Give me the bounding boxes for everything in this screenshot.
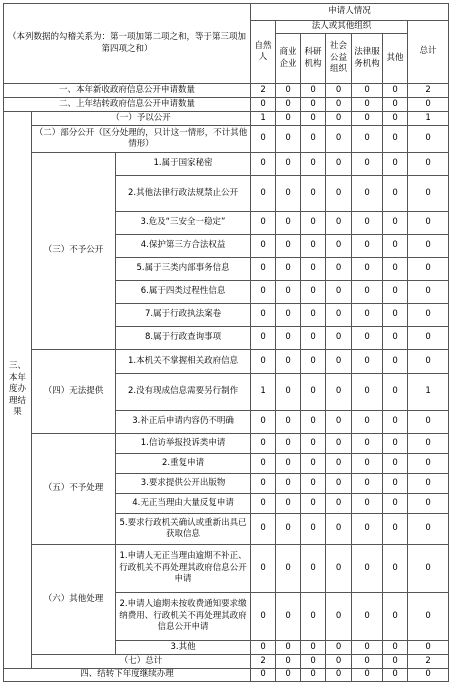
item-label: 2.其他法律行政法规禁止公开 xyxy=(116,176,251,212)
value-cell: 0 xyxy=(301,98,326,112)
value-cell: 0 xyxy=(326,304,352,327)
value-cell: 0 xyxy=(408,669,449,682)
value-cell: 0 xyxy=(383,153,408,176)
row-label: 一、本年新收政府信息公开申请数量 xyxy=(4,84,251,98)
value-cell: 0 xyxy=(383,411,408,434)
header-note: （本列数据的勾稽关系为：第一项加第二项之和，等于第三项加第四项之和） xyxy=(4,4,251,84)
value-cell: 0 xyxy=(251,281,276,304)
value-cell: 0 xyxy=(383,374,408,411)
value-cell: 0 xyxy=(383,350,408,374)
value-cell: 0 xyxy=(352,153,383,176)
row-carry-forward xyxy=(4,669,449,682)
value-cell: 0 xyxy=(408,281,449,304)
value-cell: 0 xyxy=(301,176,326,212)
value-cell: 0 xyxy=(276,212,301,235)
value-cell: 0 xyxy=(352,411,383,434)
value-cell: 0 xyxy=(326,434,352,454)
value-cell: 0 xyxy=(326,176,352,212)
value-cell: 0 xyxy=(301,327,326,350)
value-cell: 0 xyxy=(326,514,352,545)
value-cell: 0 xyxy=(251,545,276,593)
value-cell: 0 xyxy=(251,434,276,454)
value-cell: 0 xyxy=(408,411,449,434)
row-label: （一）予以公开 xyxy=(32,112,251,126)
row-label: （七）总计 xyxy=(32,655,251,669)
value-cell: 0 xyxy=(352,176,383,212)
value-cell: 0 xyxy=(301,494,326,514)
value-cell: 0 xyxy=(408,258,449,281)
value-cell: 0 xyxy=(408,593,449,641)
value-cell: 0 xyxy=(301,593,326,641)
value-cell: 0 xyxy=(251,641,276,655)
value-cell: 0 xyxy=(352,84,383,98)
value-cell: 0 xyxy=(301,212,326,235)
col-header-legal-service: 法律服务机构 xyxy=(352,34,383,84)
value-cell: 0 xyxy=(301,281,326,304)
row-carried-over xyxy=(4,98,449,112)
value-cell: 0 xyxy=(326,454,352,474)
value-cell: 0 xyxy=(408,98,449,112)
value-cell: 0 xyxy=(326,374,352,411)
col-header-commercial: 商业企业 xyxy=(276,34,301,84)
section-results-label: 三、本年度办理结果 xyxy=(4,112,32,669)
item-label: 2.没有现成信息需要另行制作 xyxy=(116,374,251,411)
row-new-requests xyxy=(4,84,449,98)
item-label: 4.无正当理由大量反复申请 xyxy=(116,494,251,514)
value-cell: 0 xyxy=(251,212,276,235)
value-cell: 0 xyxy=(383,494,408,514)
value-cell: 0 xyxy=(383,434,408,454)
value-cell: 2 xyxy=(251,655,276,669)
value-cell: 0 xyxy=(251,514,276,545)
value-cell: 0 xyxy=(301,304,326,327)
row-label: （二）部分公开（区分处理的，只计这一情形，不计其他情形） xyxy=(32,126,251,153)
value-cell: 0 xyxy=(326,212,352,235)
value-cell: 0 xyxy=(276,176,301,212)
value-cell: 0 xyxy=(383,474,408,494)
header-legal-group: 法人或其他组织 xyxy=(276,21,408,34)
item-label: 2.申请人逾期未按收费通知要求缴纳费用、行政机关不再处理其政府信息公开申请 xyxy=(116,593,251,641)
item-label: 4.保护第三方合法权益 xyxy=(116,235,251,258)
value-cell: 0 xyxy=(276,304,301,327)
item-label: 3.其他 xyxy=(116,641,251,655)
item-label: 2.重复申请 xyxy=(116,454,251,474)
value-cell: 1 xyxy=(408,374,449,411)
value-cell: 0 xyxy=(352,112,383,126)
item-label: 3.补正后申请内容仍不明确 xyxy=(116,411,251,434)
value-cell: 1 xyxy=(251,112,276,126)
value-cell: 0 xyxy=(301,235,326,258)
row-subtotal xyxy=(4,655,449,669)
value-cell: 0 xyxy=(326,112,352,126)
value-cell: 0 xyxy=(301,112,326,126)
disclosure-statistics-table xyxy=(3,3,449,682)
value-cell: 0 xyxy=(276,434,301,454)
value-cell: 0 xyxy=(352,126,383,153)
value-cell: 0 xyxy=(326,655,352,669)
value-cell: 0 xyxy=(301,474,326,494)
value-cell: 0 xyxy=(352,304,383,327)
item-label: 7.属于行政执法案卷 xyxy=(116,304,251,327)
item-label: 3.危及“三安全一稳定” xyxy=(116,212,251,235)
row-label: 四、结转下年度继续办理 xyxy=(4,669,251,682)
value-cell: 2 xyxy=(251,84,276,98)
value-cell: 0 xyxy=(383,514,408,545)
value-cell: 0 xyxy=(352,545,383,593)
value-cell: 0 xyxy=(408,126,449,153)
value-cell: 0 xyxy=(301,350,326,374)
value-cell: 0 xyxy=(383,655,408,669)
value-cell: 0 xyxy=(276,258,301,281)
item-label: 1.信访举报投诉类申请 xyxy=(116,434,251,454)
value-cell: 0 xyxy=(326,593,352,641)
value-cell: 0 xyxy=(352,593,383,641)
group-label: （四）无法提供 xyxy=(32,350,116,434)
value-cell: 0 xyxy=(352,98,383,112)
value-cell: 0 xyxy=(251,98,276,112)
col-header-research: 科研机构 xyxy=(301,34,326,84)
row-partial-disclosed xyxy=(4,126,449,153)
item-label: 8.属于行政查询事项 xyxy=(116,327,251,350)
value-cell: 0 xyxy=(276,514,301,545)
value-cell: 0 xyxy=(251,454,276,474)
value-cell: 0 xyxy=(251,304,276,327)
value-cell: 2 xyxy=(408,655,449,669)
value-cell: 0 xyxy=(408,176,449,212)
value-cell: 0 xyxy=(276,411,301,434)
value-cell: 0 xyxy=(352,434,383,454)
value-cell: 0 xyxy=(326,235,352,258)
item-label: 1.本机关不掌握相关政府信息 xyxy=(116,350,251,374)
value-cell: 0 xyxy=(383,84,408,98)
value-cell: 1 xyxy=(251,374,276,411)
value-cell: 0 xyxy=(276,494,301,514)
value-cell: 0 xyxy=(326,281,352,304)
value-cell: 0 xyxy=(383,669,408,682)
value-cell: 0 xyxy=(276,153,301,176)
value-cell: 0 xyxy=(276,112,301,126)
value-cell: 0 xyxy=(251,593,276,641)
value-cell: 0 xyxy=(276,545,301,593)
value-cell: 0 xyxy=(408,494,449,514)
col-header-other: 其他 xyxy=(383,34,408,84)
value-cell: 0 xyxy=(326,327,352,350)
value-cell: 0 xyxy=(301,641,326,655)
value-cell: 0 xyxy=(408,153,449,176)
group-label: （五）不予处理 xyxy=(32,434,116,545)
value-cell: 0 xyxy=(326,641,352,655)
value-cell: 0 xyxy=(276,669,301,682)
value-cell: 0 xyxy=(301,84,326,98)
value-cell: 0 xyxy=(352,281,383,304)
value-cell: 0 xyxy=(408,474,449,494)
value-cell: 0 xyxy=(251,176,276,212)
value-cell: 0 xyxy=(301,655,326,669)
value-cell: 0 xyxy=(352,514,383,545)
value-cell: 0 xyxy=(383,641,408,655)
value-cell: 0 xyxy=(301,545,326,593)
row-unable-item xyxy=(4,350,449,374)
value-cell: 0 xyxy=(383,126,408,153)
row-not-processed-item xyxy=(4,434,449,454)
value-cell: 0 xyxy=(352,212,383,235)
value-cell: 0 xyxy=(352,374,383,411)
value-cell: 1 xyxy=(408,112,449,126)
value-cell: 2 xyxy=(408,84,449,98)
row-disclosed xyxy=(4,112,449,126)
row-withheld-item xyxy=(4,153,449,176)
value-cell: 0 xyxy=(251,474,276,494)
value-cell: 0 xyxy=(383,98,408,112)
value-cell: 0 xyxy=(301,374,326,411)
value-cell: 0 xyxy=(352,655,383,669)
value-cell: 0 xyxy=(408,235,449,258)
value-cell: 0 xyxy=(301,126,326,153)
value-cell: 0 xyxy=(352,474,383,494)
item-label: 5.要求行政机关确认或重新出具已获取信息 xyxy=(116,514,251,545)
item-label: 3.要求提供公开出版物 xyxy=(116,474,251,494)
value-cell: 0 xyxy=(383,593,408,641)
value-cell: 0 xyxy=(251,494,276,514)
value-cell: 0 xyxy=(276,98,301,112)
value-cell: 0 xyxy=(301,411,326,434)
value-cell: 0 xyxy=(326,494,352,514)
value-cell: 0 xyxy=(276,126,301,153)
value-cell: 0 xyxy=(251,235,276,258)
value-cell: 0 xyxy=(276,235,301,258)
value-cell: 0 xyxy=(383,454,408,474)
value-cell: 0 xyxy=(251,126,276,153)
value-cell: 0 xyxy=(383,304,408,327)
value-cell: 0 xyxy=(276,327,301,350)
value-cell: 0 xyxy=(301,153,326,176)
value-cell: 0 xyxy=(352,641,383,655)
value-cell: 0 xyxy=(276,655,301,669)
value-cell: 0 xyxy=(352,669,383,682)
value-cell: 0 xyxy=(251,669,276,682)
group-label: （三）不予公开 xyxy=(32,153,116,350)
value-cell: 0 xyxy=(326,350,352,374)
value-cell: 0 xyxy=(352,350,383,374)
value-cell: 0 xyxy=(301,669,326,682)
value-cell: 0 xyxy=(383,212,408,235)
value-cell: 0 xyxy=(408,327,449,350)
value-cell: 0 xyxy=(301,514,326,545)
value-cell: 0 xyxy=(352,454,383,474)
value-cell: 0 xyxy=(383,258,408,281)
value-cell: 0 xyxy=(383,545,408,593)
value-cell: 0 xyxy=(408,350,449,374)
value-cell: 0 xyxy=(408,514,449,545)
value-cell: 0 xyxy=(276,454,301,474)
value-cell: 0 xyxy=(352,327,383,350)
value-cell: 0 xyxy=(352,258,383,281)
value-cell: 0 xyxy=(383,235,408,258)
value-cell: 0 xyxy=(326,258,352,281)
value-cell: 0 xyxy=(251,153,276,176)
item-label: 6.属于四类过程性信息 xyxy=(116,281,251,304)
value-cell: 0 xyxy=(383,327,408,350)
report-table-container xyxy=(3,3,449,682)
value-cell: 0 xyxy=(251,327,276,350)
value-cell: 0 xyxy=(276,84,301,98)
value-cell: 0 xyxy=(326,411,352,434)
value-cell: 0 xyxy=(251,411,276,434)
item-label: 5.属于三类内部事务信息 xyxy=(116,258,251,281)
col-header-public-welfare: 社会公益组织 xyxy=(326,34,352,84)
value-cell: 0 xyxy=(251,258,276,281)
value-cell: 0 xyxy=(326,474,352,494)
value-cell: 0 xyxy=(326,98,352,112)
value-cell: 0 xyxy=(408,454,449,474)
value-cell: 0 xyxy=(408,304,449,327)
value-cell: 0 xyxy=(276,281,301,304)
col-header-total: 总计 xyxy=(408,21,449,84)
value-cell: 0 xyxy=(251,350,276,374)
group-label: （六）其他处理 xyxy=(32,545,116,655)
value-cell: 0 xyxy=(276,593,301,641)
value-cell: 0 xyxy=(276,641,301,655)
value-cell: 0 xyxy=(276,374,301,411)
value-cell: 0 xyxy=(326,545,352,593)
value-cell: 0 xyxy=(301,454,326,474)
header-applicant-situation: 申请人情况 xyxy=(251,4,449,21)
value-cell: 0 xyxy=(276,474,301,494)
value-cell: 0 xyxy=(352,494,383,514)
value-cell: 0 xyxy=(326,669,352,682)
value-cell: 0 xyxy=(408,641,449,655)
value-cell: 0 xyxy=(301,434,326,454)
row-label: 二、上年结转政府信息公开申请数量 xyxy=(4,98,251,112)
value-cell: 0 xyxy=(408,212,449,235)
value-cell: 0 xyxy=(408,434,449,454)
value-cell: 0 xyxy=(352,235,383,258)
value-cell: 0 xyxy=(276,350,301,374)
value-cell: 0 xyxy=(383,281,408,304)
value-cell: 0 xyxy=(383,112,408,126)
row-other-item xyxy=(4,545,449,593)
item-label: 1.申请人无正当理由逾期不补正、行政机关不再处理其政府信息公开申请 xyxy=(116,545,251,593)
col-header-natural-person: 自然人 xyxy=(251,21,276,84)
value-cell: 0 xyxy=(326,126,352,153)
value-cell: 0 xyxy=(301,258,326,281)
value-cell: 0 xyxy=(326,84,352,98)
value-cell: 0 xyxy=(408,545,449,593)
value-cell: 0 xyxy=(383,176,408,212)
item-label: 1.属于国家秘密 xyxy=(116,153,251,176)
value-cell: 0 xyxy=(326,153,352,176)
